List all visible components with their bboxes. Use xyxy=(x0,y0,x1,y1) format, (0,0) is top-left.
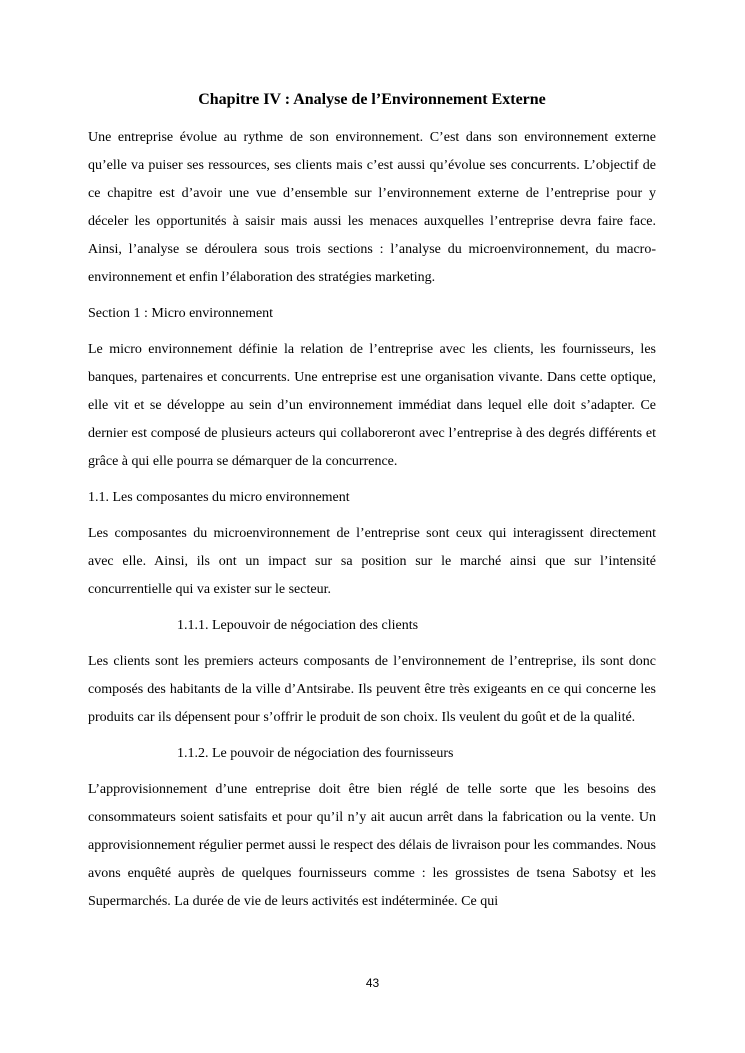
subsection-1-1-1-paragraph: Les clients sont les premiers acteurs composants de l’environnement de l’entreprise, ils sont donc composés des habitants de la ville d’Antsirabe. Ils peuvent être très exigeants en ce qui concerne les produits car ils dépensent pour s’offrir le produit de son choix. Ils veulent du goût et de la qualité. xyxy=(88,654,656,725)
section-1-paragraph: Le micro environnement définie la relation de l’entreprise avec les clients, les fournisseurs, les banques, partenaires et concurrents. Une entreprise est une organisation vivante. Dans cette optique, elle vit et se développe au sein d’un environnement immédiat dans lequel elle doit s’adapter. Ce dernier est composé de plusieurs acteurs qui collaboreront avec l’entreprise à des degrés différents et grâce à qui elle pourra se démarquer de la concurrence. xyxy=(88,342,656,469)
intro-paragraph: Une entreprise évolue au rythme de son environnement. C’est dans son environnement externe qu’elle va puiser ses ressources, ses clients mais c’est aussi qu’évolue ses concurrents. L’objectif de ce chapitre est d’avoir une vue d’ensemble sur l’environnement externe de l’entreprise pour y déceler les opportunités à saisir mais aussi les menaces auxquelles l’entreprise devra faire face. Ainsi, l’analyse se déroulera sous trois sections : l’analyse du microenvironnement, du macro-environnement et enfin l’élaboration des stratégies marketing. xyxy=(88,130,656,285)
page-number: 43 xyxy=(365,976,380,990)
subsection-1-1-heading: 1.1. Les composantes du micro environnement xyxy=(88,490,350,505)
page-content xyxy=(88,89,656,924)
chapter-title: Chapitre IV : Analyse de l’Environnement Externe xyxy=(198,91,546,108)
subsection-1-1-2-paragraph: L’approvisionnement d’une entreprise doit être bien réglé de telle sorte que les besoins des consommateurs soient satisfaits et pour qu’il n’y ait aucun arrêt dans la fabrication ou la vente. Un approvisionnement régulier permet aussi le respect des délais de livraison pour les commandes. Nous avons enquêté auprès de quelques fournisseurs comme : les grossistes de tsena Sabotsy et les Supermarchés. La durée de vie de leurs activités est indéterminée. Ce qui xyxy=(88,782,656,909)
section-1-heading: Section 1 : Micro environnement xyxy=(88,306,274,321)
subsection-1-1-paragraph: Les composantes du microenvironnement de l’entreprise sont ceux qui interagissent directement avec elle. Ainsi, ils ont un impact sur sa position sur le marché ainsi que sur l’intensité concurrentielle qui va exister sur le secteur. xyxy=(88,526,656,597)
subsection-1-1-1-heading: 1.1.1. Lepouvoir de négociation des clients xyxy=(177,618,419,633)
subsection-1-1-2-heading: 1.1.2. Le pouvoir de négociation des fournisseurs xyxy=(177,746,454,761)
